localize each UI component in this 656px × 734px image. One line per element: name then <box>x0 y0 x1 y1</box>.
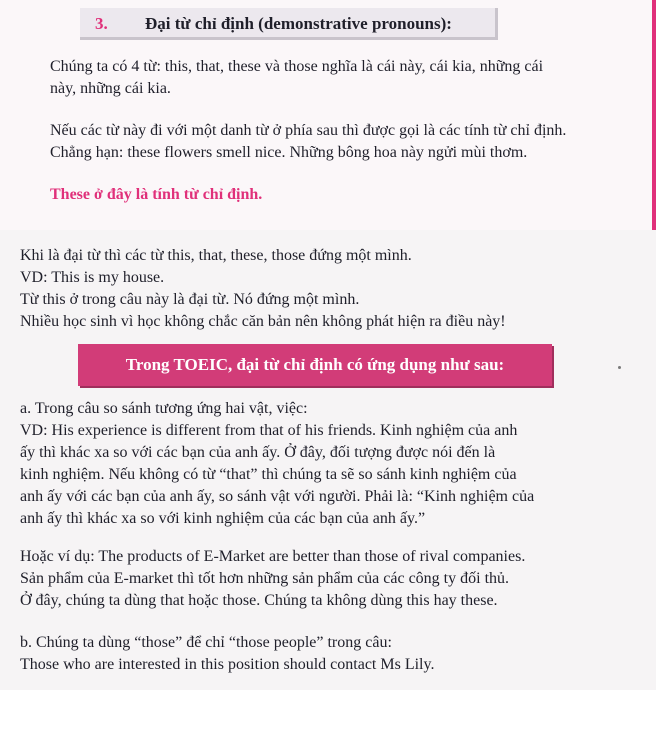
text-line: VD: This is my house. <box>20 269 165 286</box>
text-line: a. Trong câu so sánh tương ứng hai vật, việc: <box>20 400 308 417</box>
text-line: Nhiều học sinh vì học không chắc căn bản nên không phát hiện ra điều này! <box>20 313 506 330</box>
text-line: Ở đây, chúng ta dùng that hoặc those. Chúng ta không dùng this hay these. <box>20 592 498 609</box>
highlight-note: These ở đây là tính từ chỉ định. <box>50 186 263 203</box>
text-line: Hoặc ví dụ: The products of E-Market are better than those of rival companies. <box>20 548 526 565</box>
text-line: này, những cái kia. <box>50 80 171 97</box>
text-line: anh ấy với các bạn của anh ấy, so sánh vật với người. Phải là: “Kinh nghiệm của <box>20 488 535 505</box>
text-line: Chẳng hạn: these flowers smell nice. Những bông hoa này ngửi mùi thơm. <box>50 144 528 161</box>
scan-speck <box>618 366 621 369</box>
example-paragraph <box>20 546 525 612</box>
text-line: Khi là đại từ thì các từ this, that, these, those đứng một mình. <box>20 247 412 264</box>
text-line: b. Chúng ta dùng “those” để chỉ “those people” trong câu: <box>20 634 392 651</box>
section-heading <box>80 8 498 40</box>
toeic-banner: Trong TOEIC, đại từ chỉ định có ứng dụng như sau: <box>78 344 552 386</box>
text-line: VD: His experience is different from that of his friends. Kinh nghiệm của anh <box>20 422 518 439</box>
adjective-paragraph <box>50 120 566 164</box>
text-line: Sản phẩm của E-market thì tốt hơn những sản phẩm của các công ty đối thủ. <box>20 570 510 587</box>
pronoun-paragraph <box>20 245 506 333</box>
text-line: kinh nghiệm. Nếu không có từ “that” thì chúng ta sẽ so sánh kinh nghiệm của <box>20 466 517 483</box>
text-line: Nếu các từ này đi với một danh từ ở phía sau thì được gọi là các tính từ chỉ định. <box>50 122 567 139</box>
section-title: Đại từ chỉ định (demonstrative pronouns): <box>145 14 452 33</box>
text-line: Chúng ta có 4 từ: this, that, these và those nghĩa là cái này, cái kia, những cái <box>50 58 544 75</box>
text-line: Từ this ở trong câu này là đại từ. Nó đứng một mình. <box>20 291 360 308</box>
section-number: 3. <box>95 14 108 33</box>
intro-paragraph <box>50 56 543 100</box>
text-line: anh ấy thì khác xa so với kinh nghiệm của các bạn của anh ấy.” <box>20 510 426 527</box>
point-a-paragraph <box>20 398 534 530</box>
text-line: Those who are interested in this position should contact Ms Lily. <box>20 656 435 673</box>
point-b-paragraph <box>20 632 434 676</box>
text-line: ấy thì khác xa so với các bạn của anh ấy. Ở đây, đối tượng được nói đến là <box>20 444 496 461</box>
page-edge-stripe <box>652 0 656 230</box>
